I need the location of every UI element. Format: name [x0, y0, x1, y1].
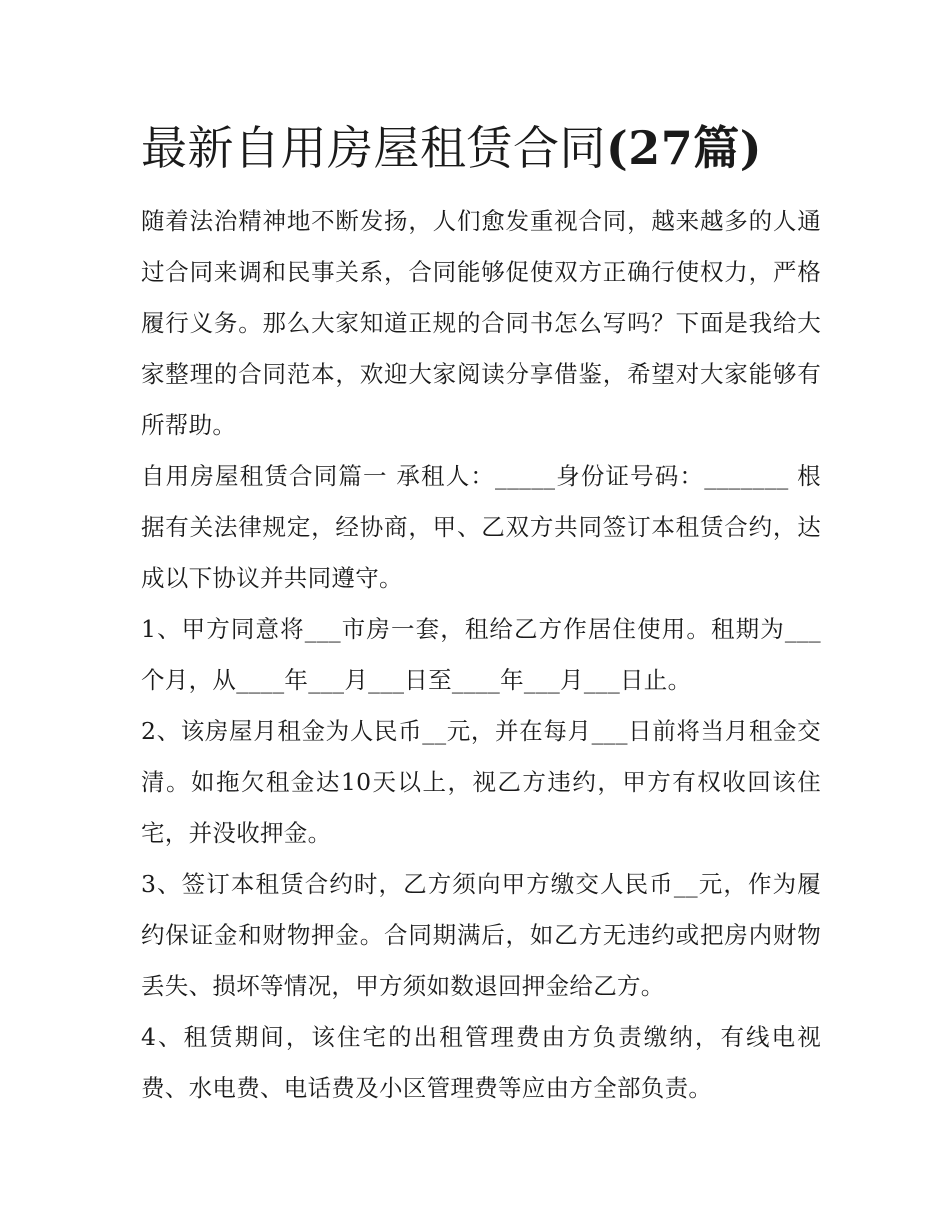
- clause-1: 1、甲方同意将___市房一套，租给乙方作居住使用。租期为___个月，从____年___月___日至____年___月___日止。: [141, 615, 821, 694]
- clause-3: 3、签订本租赁合约时，乙方须向甲方缴交人民币__元，作为履约保证金和财物押金。合同期满后，如乙方无违约或把房内财物丢失、损坏等情况，甲方须如数退回押金给乙方。: [141, 870, 821, 1000]
- document-page: [141, 112, 821, 1114]
- title-text: 最新自用房屋租赁合同: [141, 121, 606, 175]
- clause-4: 4、租赁期间，该住宅的出租管理费由方负责缴纳，有线电视费、水电费、电话费及小区管理费等应由方全部负责。: [141, 1023, 821, 1102]
- intro-paragraph: 随着法治精神地不断发扬，人们愈发重视合同，越来越多的人通过合同来调和民事关系，合同能够促使双方正确行使权力，严格履行义务。那么大家知道正规的合同书怎么写吗？下面是我给大家整理的合同范本，欢迎大家阅读分享借鉴，希望对大家能够有所帮助。: [141, 207, 821, 439]
- title-count: (27篇): [606, 121, 763, 175]
- clause-2: 2、该房屋月租金为人民币__元，并在每月___日前将当月租金交清。如拖欠租金达10天以上，视乙方违约，甲方有权收回该住宅，并没收押金。: [141, 717, 821, 847]
- contract-header-paragraph: 自用房屋租赁合同篇一 承租人：_____身份证号码：_______ 根据有关法律规定，经协商，甲、乙双方共同签订本租赁合约，达成以下协议并共同遵守。: [141, 462, 821, 592]
- document-title: [141, 112, 821, 184]
